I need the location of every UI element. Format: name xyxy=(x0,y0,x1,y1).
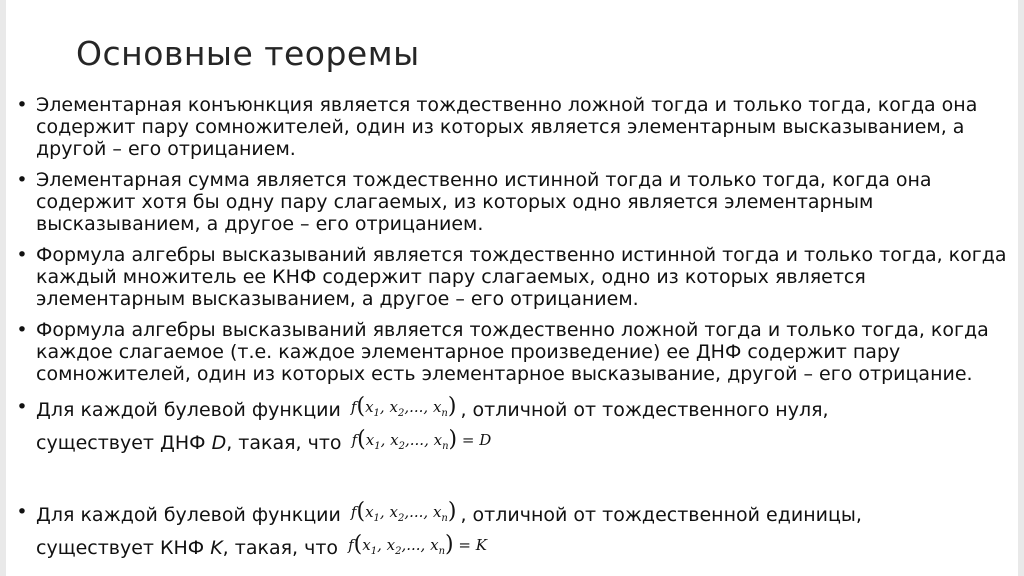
dnf-equality-formula: $f(x_1$, $x_2$,..., $x_n) = D$ xyxy=(351,427,492,452)
bullet-text: Формула алгебры высказываний является тождественно ложной тогда и только тогда, когда каждое слагаемое (т.е. каждое элементарное произведение) ее ДНФ содержит пару сомножителей, один из которых есть элементарное высказывание, другой – его отрицание. xyxy=(36,319,989,385)
dnf-line2-suffix: , такая, что xyxy=(226,432,342,454)
knf-prefix-text: Для каждой булевой функции xyxy=(36,504,341,526)
knf-equality-formula: $f(x_1$, $x_2$,..., $x_n) = K$ xyxy=(348,532,487,557)
bullet-item xyxy=(14,169,1014,235)
dnf-variable: D xyxy=(211,432,227,454)
bullet-marker: • xyxy=(16,169,28,191)
bullet-item xyxy=(14,319,1014,385)
knf-line2-prefix: существует КНФ xyxy=(36,537,211,559)
bullet-item xyxy=(14,94,1014,160)
knf-theorem-item xyxy=(14,499,1014,565)
bullet-text: Формула алгебры высказываний является тождественно истинной тогда и только тогда, когда каждый множитель ее КНФ содержит пару слагаемых, одно из которых является элементарным высказыванием, а другое – его отрицанием. xyxy=(36,244,1007,310)
function-formula: $f(x_1$, $x_2$,..., $x_n$) xyxy=(350,394,457,419)
bullet-marker: • xyxy=(16,396,28,418)
dnf-theorem-item xyxy=(14,394,1014,460)
knf-middle-text: , отличной от тождественной единицы, xyxy=(460,504,862,526)
bullet-marker: • xyxy=(16,94,28,116)
knf-variable: K xyxy=(210,537,223,559)
spacer xyxy=(14,469,1014,499)
slide-title: Основные теоремы xyxy=(76,34,420,73)
bullet-marker: • xyxy=(16,319,28,341)
dnf-line2-prefix: существует ДНФ xyxy=(36,432,212,454)
bullet-text: Элементарная конъюнкция является тождественно ложной тогда и только тогда, когда она содержит пару сомножителей, один из которых является элементарным высказыванием, а другой – его отрицанием. xyxy=(36,94,978,160)
bullet-item xyxy=(14,244,1014,310)
bullet-marker: • xyxy=(16,501,28,523)
bullet-marker: • xyxy=(16,244,28,266)
function-formula: $f(x_1$, $x_2$,..., $x_n$) xyxy=(350,499,457,524)
bullet-list xyxy=(14,94,1014,574)
dnf-middle-text: , отличной от тождественного нуля, xyxy=(460,399,829,421)
bullet-text: Элементарная сумма является тождественно истинной тогда и только тогда, когда она содержит хотя бы одну пару слагаемых, из которых одно является элементарным высказыванием, а другое – его отрицанием. xyxy=(36,169,932,235)
dnf-prefix-text: Для каждой булевой функции xyxy=(36,399,341,421)
knf-line2-suffix: , такая, что xyxy=(222,537,339,559)
